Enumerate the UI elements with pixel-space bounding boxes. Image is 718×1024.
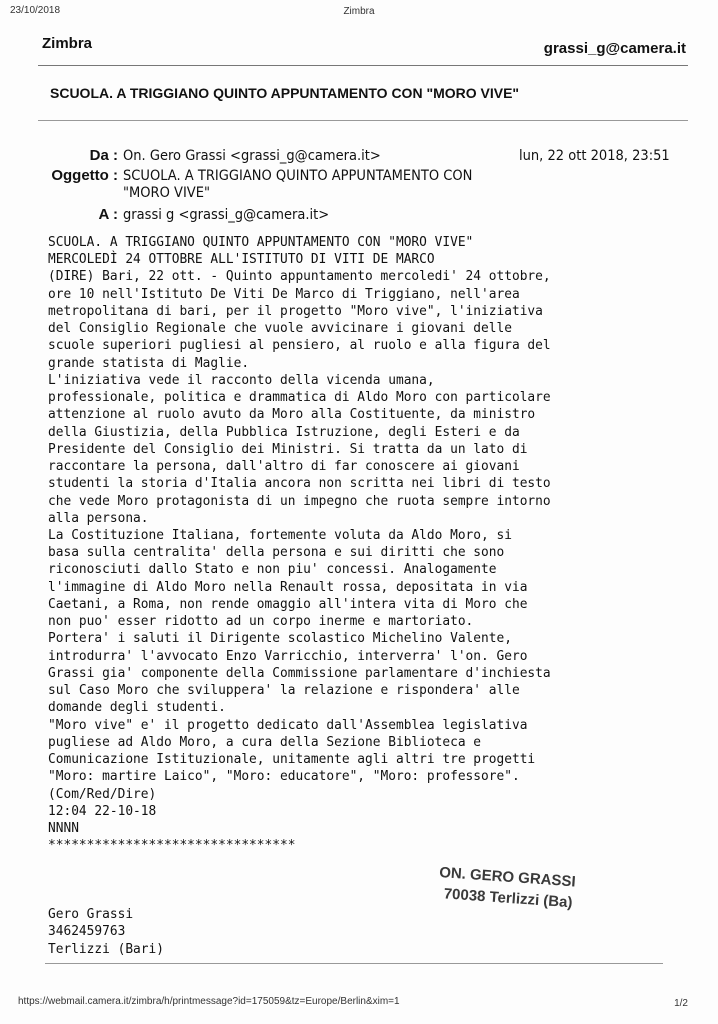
subject-label: Oggetto : xyxy=(51,167,118,184)
subject-value: SCUOLA. A TRIGGIANO QUINTO APPUNTAMENTO CON "MORO VIVE" xyxy=(123,168,473,201)
app-name: Zimbra xyxy=(42,35,93,52)
print-date: 23/10/2018 xyxy=(10,5,61,16)
to-value: grassi g <grassi_g@camera.it> xyxy=(123,207,330,223)
stamp-line-address: 70038 Terlizzi (Ba) xyxy=(443,885,574,912)
title-divider xyxy=(38,120,688,121)
to-label: A : xyxy=(98,206,118,223)
message-body: SCUOLA. A TRIGGIANO QUINTO APPUNTAMENTO CON "MORO VIVE" MERCOLEDÌ 24 OTTOBRE ALL'ISTITUTO DI VITI DE MARCO (DIRE) Bari, 22 ott. - Quinto appuntamento mercoledi' 24 ottobre, ore 10 nell'Istituto De Viti De Marco di Triggiano, nell'area metropolitana di bari, per il progetto "Moro vive", l'iniziativa del Consiglio Regionale che vuole avvicinare i giovani delle scuole superiori pugliesi al pensiero, al ruolo e alla figura del grande statista di Maglie. L'iniziativa vede il racconto della vicenda umana, professionale, politica e drammatica di Aldo Moro con particolare attenzione al ruolo avuto da Moro alla Costituente, da ministro della Giustizia, della Pubblica Istruzione, degli Esteri e da Presidente del Consiglio dei Ministri. Si tratta da un lato di raccontare la persona, dall'altro di far conoscere ai giovani studenti la storia d'Italia ancora non scritta nei libri di testo che vede Moro protagonista di un impegno che ruota sempre intorno alla persona. La Costituzione Italiana, fortemente voluta da Aldo Moro, si basa sulla centralita' della persona e sui diritti che sono riconosciuti dallo Stato e non piu' concessi. Analogamente l'immagine di Aldo Moro nella Renault rossa, depositata in via Caetani, a Roma, non rende omaggio all'intera vita di Moro che non puo' esser ridotto ad un corpo inerme e martoriato. Portera' i saluti il Dirigente scolastico Michelino Valente, introdurra' l'avvocato Enzo Varricchio, interverra' l'on. Gero Grassi gia' componente della Commissione parlamentare d'inchiesta sul Caso Moro che sviluppera' la relazione e rispondera' alle domande degli studenti. "Moro vive" e' il progetto dedicato dall'Assemblea legislativa pugliese ad Aldo Moro, a cura della Sezione Biblioteca e Comunicazione Istituzionale, unitamente agli altri tre progetti "Moro: martire Laico", "Moro: educatore", "Moro: professore". (Com/Red/Dire) 12:04 22-10-18 NNNN ******************************** Gero Grassi 3462459763 Terlizzi (Bari) xyxy=(48,235,551,957)
from-value: On. Gero Grassi <grassi_g@camera.it> xyxy=(123,148,381,164)
print-app-title: Zimbra xyxy=(343,6,375,17)
footer-divider xyxy=(45,963,663,964)
from-label: Da : xyxy=(89,147,118,164)
page-number: 1/2 xyxy=(674,998,688,1009)
footer-url: https://webmail.camera.it/zimbra/h/printmessage?id=175059&tz=Europe/Berlin&xim=1 xyxy=(18,996,400,1007)
account-email: grassi_g@camera.it xyxy=(543,40,686,57)
header-divider xyxy=(38,65,688,66)
message-title: SCUOLA. A TRIGGIANO QUINTO APPUNTAMENTO CON "MORO VIVE" xyxy=(50,85,520,101)
message-date: lun, 22 ott 2018, 23:51 xyxy=(519,148,670,164)
stamp-line-name: ON. GERO GRASSI xyxy=(438,863,577,891)
